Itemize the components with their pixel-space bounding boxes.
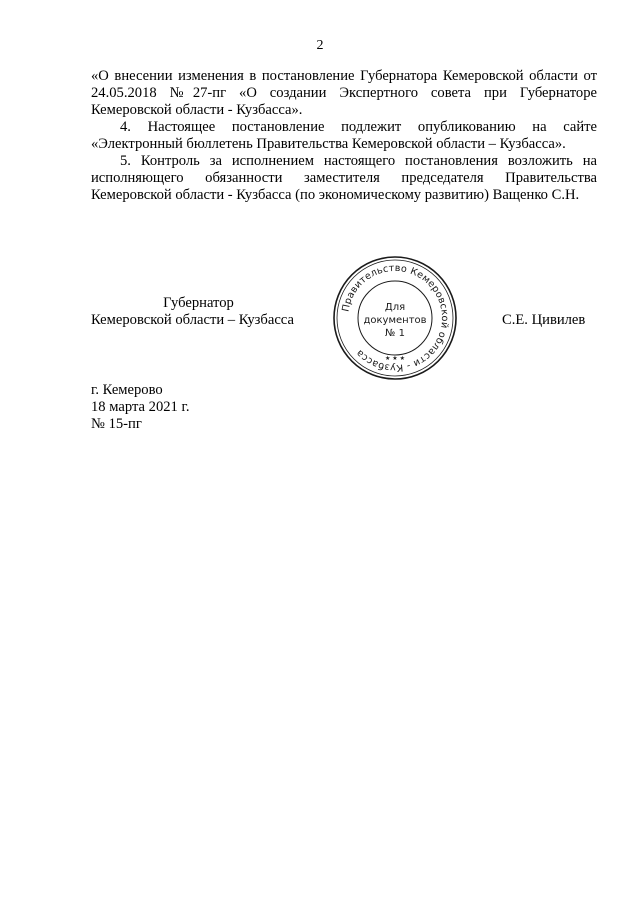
issue-city: г. Кемерово — [91, 382, 163, 398]
seal-center-line-2: документов — [363, 315, 427, 326]
issue-date: 18 марта 2021 г. — [91, 399, 190, 415]
paragraph-5-control: 5. Контроль за исполнением настоящего постановления возложить на исполняющего обязанности заместителя председателя Правительства Кемеровской области - Кузбасса (по экономическому развитию) Ващенко С.Н. — [91, 153, 597, 203]
signatory-position — [91, 295, 306, 329]
page-number: 2 — [316, 38, 324, 53]
paragraph-4-publication: 4. Настоящее постановление подлежит опубликованию на сайте «Электронный бюллетень Правительства Кемеровской области – Кузбасса». — [91, 119, 597, 152]
document-body — [91, 68, 597, 204]
seal-center-line-3: № 1 — [385, 328, 405, 339]
seal-stars: ★ ★ ★ — [385, 355, 405, 362]
signatory-name: С.Е. Цивилев — [502, 312, 586, 328]
official-seal-stamp — [331, 254, 459, 382]
paragraph-amendment-reference: «О внесении изменения в постановление Губернатора Кемеровской области от 24.05.2018 №27-пг «О создании Экспертного совета при Губернаторе Кемеровской области - Кузбасса». — [91, 68, 597, 118]
document-footer — [91, 382, 189, 433]
signatory-region: Кемеровской области – Кузбасса — [91, 312, 294, 328]
seal-center-line-1: Для — [384, 302, 406, 313]
document-number: № 15-пг — [91, 416, 142, 432]
seal-ring-text: Правительство Кемеровской области - Кузбасса — [340, 262, 451, 374]
seal-graphic — [331, 254, 459, 382]
signatory-title: Губернатор — [163, 295, 234, 311]
